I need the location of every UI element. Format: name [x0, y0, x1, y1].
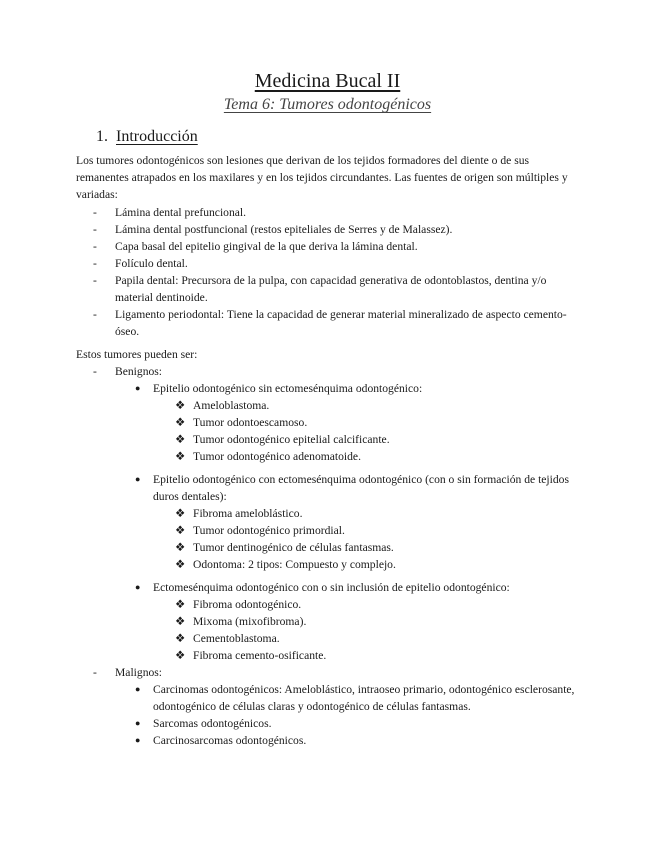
- list-item: Papila dental: Precursora de la pulpa, con capacidad generativa de odontoblastos, dentina y/o material dentinoide.: [115, 274, 547, 304]
- tumors-intro: Estos tumores pueden ser:: [76, 348, 198, 361]
- list-item: Fibroma ameloblástico.: [193, 507, 303, 520]
- list-item: Tumor dentinogénico de células fantasmas.: [193, 541, 394, 554]
- diamond-marker: ❖: [175, 598, 186, 611]
- diamond-marker: ❖: [175, 615, 186, 628]
- diamond-marker: ❖: [175, 558, 186, 571]
- section-heading: [96, 128, 198, 146]
- list-item: Ligamento periodontal: Tiene la capacidad de generar material mineralizado de aspecto cemento-óseo.: [115, 308, 567, 338]
- diamond-marker: ❖: [175, 399, 186, 412]
- list-item: Cementoblastoma.: [193, 632, 280, 645]
- dash-marker: -: [93, 274, 97, 287]
- bullet-marker: ●: [135, 735, 141, 745]
- diamond-marker: ❖: [175, 541, 186, 554]
- list-item: Lámina dental prefuncional.: [115, 206, 247, 219]
- list-item: Sarcomas odontogénicos.: [153, 717, 272, 730]
- list-item: Tumor odontogénico epitelial calcificante.: [193, 433, 390, 446]
- list-item: Fibroma odontogénico.: [193, 598, 302, 611]
- diamond-marker: ❖: [175, 416, 186, 429]
- list-item: Odontoma: 2 tipos: Compuesto y complejo.: [193, 558, 396, 571]
- bullet-marker: ●: [135, 582, 141, 592]
- list-item: Folículo dental.: [115, 257, 188, 270]
- list-item: Ameloblastoma.: [193, 399, 270, 412]
- intro-paragraph: Los tumores odontogénicos son lesiones que derivan de los tejidos formadores del diente o de sus remanentes atrapados en los maxilares y en los tejidos circundantes. Las fuentes de origen son múltiples y variadas:: [76, 154, 568, 201]
- dash-marker: -: [93, 308, 97, 321]
- diamond-marker: ❖: [175, 450, 186, 463]
- bullet-marker: ●: [135, 684, 141, 694]
- list-item: Fibroma cemento-osificante.: [193, 649, 327, 662]
- benign-group-title: Epitelio odontogénico con ectomesénquima odontogénico (con o sin formación de tejidos duros dentales):: [153, 473, 569, 503]
- dash-marker: -: [93, 240, 97, 253]
- list-item: Lámina dental postfuncional (restos epiteliales de Serres y de Malassez).: [115, 223, 453, 236]
- document-title: Medicina Bucal II: [254, 70, 401, 92]
- dash-marker: -: [93, 365, 97, 378]
- dash-marker: -: [93, 206, 97, 219]
- list-item: Tumor odontogénico primordial.: [193, 524, 345, 537]
- section-title: Introducción: [116, 128, 198, 145]
- dash-marker: -: [93, 257, 97, 270]
- benign-group-title: Ectomesénquima odontogénico con o sin inclusión de epitelio odontogénico:: [153, 581, 510, 594]
- section-number: 1.: [96, 128, 108, 145]
- malignant-label: Malignos:: [115, 666, 163, 679]
- diamond-marker: ❖: [175, 507, 186, 520]
- diamond-marker: ❖: [175, 433, 186, 446]
- bullet-marker: ●: [135, 718, 141, 728]
- dash-marker: -: [93, 666, 97, 679]
- list-item: Carcinomas odontogénicos: Ameloblástico, intraoseo primario, odontogénico esclerosante, odontogénico de células claras y odontogénico de células fantasmas.: [153, 683, 575, 713]
- benign-group-title: Epitelio odontogénico sin ectomesénquima odontogénico:: [153, 382, 423, 395]
- dash-marker: -: [93, 223, 97, 236]
- diamond-marker: ❖: [175, 649, 186, 662]
- bullet-marker: ●: [135, 474, 141, 484]
- diamond-marker: ❖: [175, 524, 186, 537]
- list-item: Capa basal del epitelio gingival de la que deriva la lámina dental.: [115, 240, 418, 253]
- bullet-marker: ●: [135, 383, 141, 393]
- list-item: Tumor odontoescamoso.: [193, 416, 308, 429]
- benign-label: Benignos:: [115, 365, 163, 378]
- list-item: Mixoma (mixofibroma).: [193, 615, 307, 628]
- document-subtitle: Tema 6: Tumores odontogénicos: [223, 96, 432, 113]
- list-item: Carcinosarcomas odontogénicos.: [153, 734, 307, 747]
- diamond-marker: ❖: [175, 632, 186, 645]
- list-item: Tumor odontogénico adenomatoide.: [193, 450, 361, 463]
